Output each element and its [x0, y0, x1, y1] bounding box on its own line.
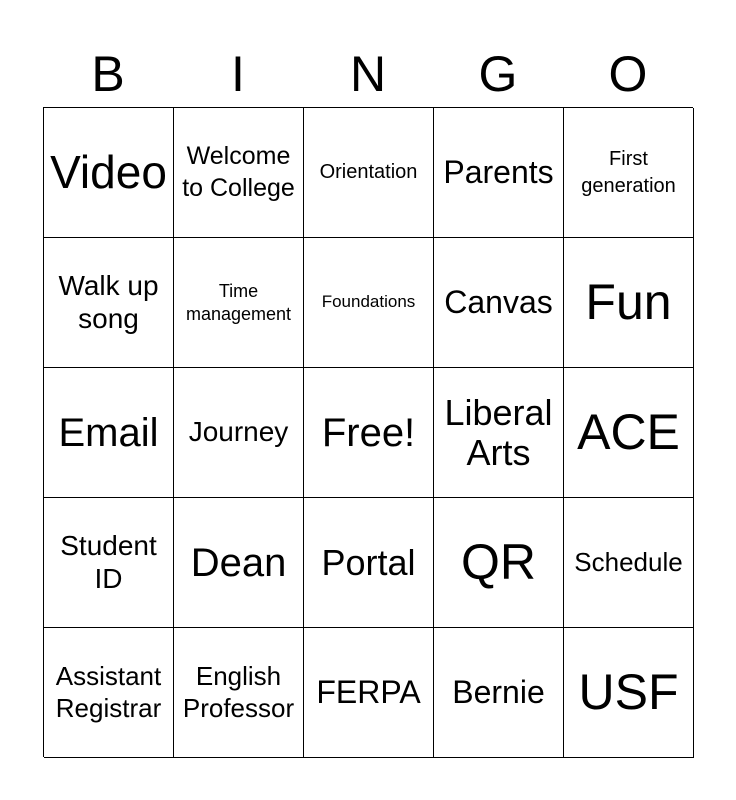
bingo-cell-label: Student ID	[60, 530, 157, 594]
bingo-cell-label: Foundations	[321, 292, 416, 312]
bingo-cell[interactable]	[564, 498, 694, 628]
bingo-cell[interactable]	[44, 108, 174, 238]
bingo-cell[interactable]	[174, 108, 304, 238]
bingo-cell-label: Welcome to College	[182, 142, 295, 202]
bingo-cell[interactable]	[304, 368, 434, 498]
bingo-cell[interactable]	[434, 108, 564, 238]
bingo-cell-label: FERPA	[316, 673, 421, 710]
bingo-cell[interactable]	[304, 238, 434, 368]
bingo-cell[interactable]	[304, 498, 434, 628]
bingo-cell[interactable]	[434, 368, 564, 498]
bingo-cell-label: Portal	[321, 541, 416, 583]
bingo-cell[interactable]	[434, 628, 564, 758]
bingo-header	[43, 44, 693, 104]
bingo-cell[interactable]	[44, 238, 174, 368]
bingo-cell[interactable]	[564, 368, 694, 498]
bingo-cell-label: USF	[578, 664, 679, 721]
bingo-cell-label: Dean	[190, 540, 287, 585]
header-letter-n: N	[349, 46, 387, 102]
bingo-cell[interactable]	[434, 238, 564, 368]
bingo-cell-label: Video	[50, 146, 167, 199]
header-letter-i: I	[231, 46, 245, 102]
bingo-cell[interactable]	[304, 628, 434, 758]
bingo-cell-label: Free!	[321, 410, 416, 455]
bingo-cell-label: Assistant Registrar	[55, 661, 162, 723]
header-letter-g: G	[478, 46, 518, 102]
bingo-cell-label: Bernie	[452, 673, 545, 710]
bingo-cell-label: Orientation	[319, 161, 418, 183]
bingo-cell-label: QR	[461, 534, 536, 591]
bingo-cell-label: Fun	[585, 274, 672, 331]
bingo-cell[interactable]	[564, 628, 694, 758]
bingo-cell[interactable]	[174, 628, 304, 758]
bingo-cell-label: Schedule	[574, 546, 683, 577]
bingo-cell-label: Email	[58, 410, 159, 455]
bingo-cell-label: Liberal Arts	[444, 391, 553, 473]
header-letter-o: O	[608, 46, 648, 102]
bingo-cell[interactable]	[174, 498, 304, 628]
bingo-cell[interactable]	[564, 108, 694, 238]
header-letter-b: B	[91, 46, 125, 102]
bingo-cell-label: English Professor	[182, 661, 295, 723]
bingo-cell[interactable]	[174, 238, 304, 368]
bingo-cell[interactable]	[44, 628, 174, 758]
bingo-cell[interactable]	[174, 368, 304, 498]
bingo-cell-label: Time management	[185, 281, 292, 324]
bingo-cell-label: Parents	[443, 153, 554, 190]
bingo-cell-label: Walk up song	[58, 270, 159, 334]
bingo-cell[interactable]	[564, 238, 694, 368]
bingo-cell-label: First generation	[581, 147, 676, 197]
bingo-cell[interactable]	[44, 368, 174, 498]
bingo-cell-label: Journey	[188, 416, 289, 448]
bingo-cell[interactable]	[434, 498, 564, 628]
bingo-cell[interactable]	[304, 108, 434, 238]
bingo-board	[43, 107, 693, 757]
bingo-cell-label: Canvas	[444, 283, 553, 320]
bingo-cell[interactable]	[44, 498, 174, 628]
bingo-cell-label: ACE	[577, 404, 680, 461]
